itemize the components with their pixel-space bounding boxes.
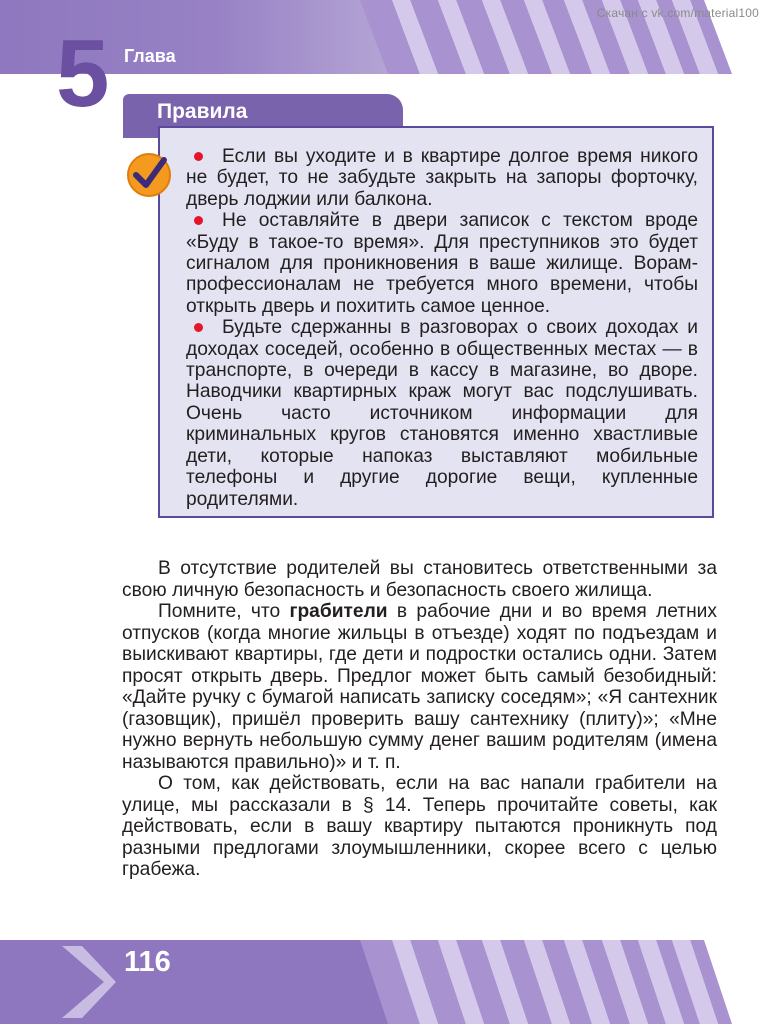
body-text: [122, 558, 717, 881]
chapter-label: Глава: [124, 46, 176, 66]
rules-item: Будьте сдержанны в разговорах о своих доходах и доходах соседей, особенно в общественных местах — в транспорте, в очереди в кассу в магазине, во дворе. Наводчики квартирных краж могут вас подслушивать. Очень часто источником информации для криминальных кругов становятся именно хвастливые дети, которые напоказ выставляют мобильные телефоны и другие дорогие вещи, купленные родителями.: [186, 317, 698, 510]
checkmark-icon: [126, 152, 172, 198]
rules-item: Не оставляйте в двери записок с текстом вроде «Буду в такое-то время». Для преступников это будет сигналом для проникновения в ваше жилище. Ворам-профессионалам не требуется много времени, чтобы открыть дверь и похитить самое ценное.: [186, 210, 698, 317]
paragraph-3: О том, как действовать, если на вас напали грабители на улице, мы рассказали в § 14. Теперь прочитайте советы, как действовать, если в вашу квартиру пытаются проникнуть под разными предлогами злоумышленники, скорее всего с целью грабежа.: [122, 773, 717, 880]
footer-band: [0, 940, 769, 1024]
bullet-icon: [194, 152, 203, 161]
rules-title: Правила: [157, 100, 248, 123]
rules-list: [186, 146, 698, 510]
watermark-text: Скачан с vk.com/material100: [596, 6, 759, 20]
bullet-icon: [194, 216, 203, 225]
rules-item: Если вы уходите и в квартире долгое время никого не будет, то не забудьте закрыть на запоры форточку, дверь лоджии или балкона.: [186, 146, 698, 210]
chapter-number: 5: [56, 20, 108, 127]
keyword-robbers: грабители: [289, 601, 388, 622]
paragraph-2: Помните, что грабители в рабочие дни и во время летних отпусков (когда многие жильцы в отъезде) ходят по подъездам и выискивают квартиры, где дети и подростки остались одни. Затем просят открыть дверь. Предлог может быть самый безобидный: «Дайте ручку с бумагой написать записку соседям»; «Я сантехник (газовщик), пришёл проверить вашу сантехнику (плиту)»; «Мне нужно вернуть небольшую сумму денег вашим родителям (имена называются правильно)» и т. п.: [122, 601, 717, 773]
bullet-icon: [194, 323, 203, 332]
page-number: 116: [124, 946, 171, 978]
paragraph-1: В отсутствие родителей вы становитесь ответственными за свою личную безопасность и безопасность своего жилища.: [122, 558, 717, 601]
